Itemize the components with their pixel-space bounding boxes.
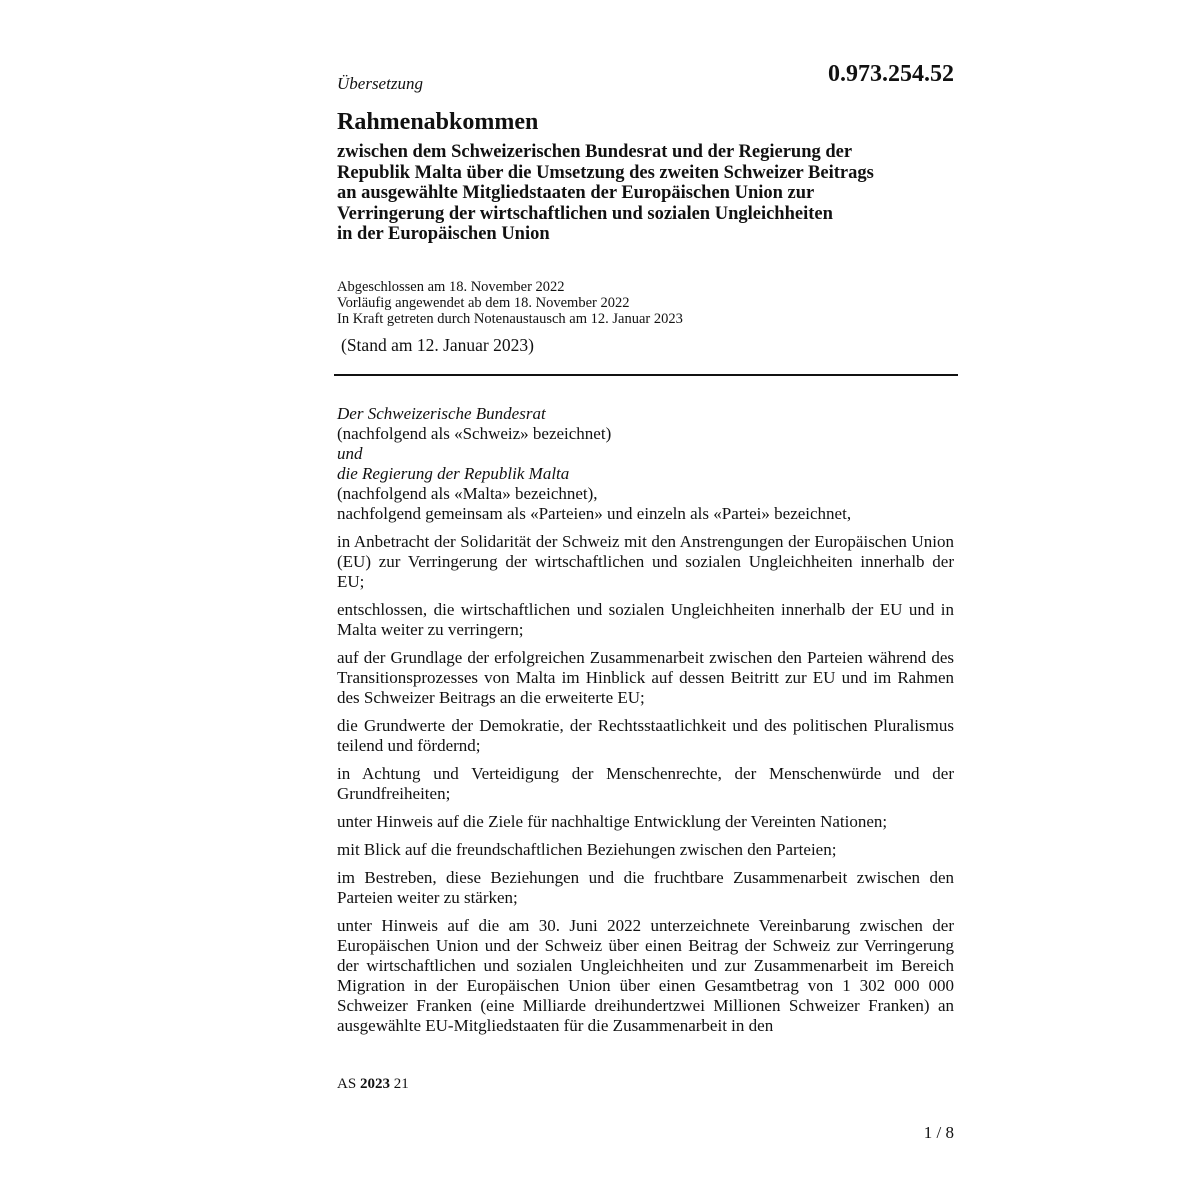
recital-paragraph: auf der Grundlage der erfolgreichen Zusammenarbeit zwischen den Parteien während des Transitionsprozesses von Malta im Hinblick auf dessen Beitritt zur EU und im Rahmen des Schweizer Beitrags an die erweiterte EU; (337, 648, 954, 707)
recital-paragraph: in Anbetracht der Solidarität der Schweiz mit den Anstrengungen der Europäischen Union (EU) zur Verringerung der wirtschaftlichen und sozialen Ungleichheiten innerhalb der EU; (337, 532, 954, 591)
subtitle-line: Republik Malta über die Umsetzung des zweiten Schweizer Beitrags (337, 162, 874, 183)
header-divider (334, 374, 958, 376)
joint-designation: nachfolgend gemeinsam als «Parteien» und einzeln als «Partei» bezeichnet, (337, 504, 852, 523)
recital-paragraph: mit Blick auf die freundschaftlichen Beziehungen zwischen den Parteien; (337, 840, 837, 859)
as-year: 2023 (359, 1076, 390, 1092)
as-page: 21 (393, 1076, 409, 1092)
recital-paragraph: unter Hinweis auf die Ziele für nachhaltige Entwicklung der Vereinten Nationen; (337, 812, 888, 831)
recital-paragraph: entschlossen, die wirtschaftlichen und sozialen Ungleichheiten innerhalb der EU und in Malta weiter zu verringern; (337, 600, 954, 639)
party-switzerland: Der Schweizerische Bundesrat (337, 404, 546, 423)
subtitle-line: Verringerung der wirtschaftlichen und sozialen Ungleichheiten (337, 203, 833, 224)
document-title: Rahmenabkommen (337, 109, 539, 135)
party-conjunction: und (337, 444, 363, 463)
document-subtitle (337, 142, 957, 245)
party-switzerland-designation: (nachfolgend als «Schweiz» bezeichnet) (337, 424, 612, 443)
recital-paragraph: im Bestreben, diese Beziehungen und die fruchtbare Zusammenarbeit zwischen den Parteien weiter zu stärken; (337, 868, 954, 907)
as-prefix: AS (337, 1076, 357, 1092)
recital-paragraph: unter Hinweis auf die am 30. Juni 2022 unterzeichnete Vereinbarung zwischen der Europäischen Union und der Schweiz über einen Beitrag der Schweiz zur Verringerung der wirtschaftlichen und sozialen Ungleichheiten und zur Zusammenarbeit im Bereich Migration in der Europäischen Union über einen Gesamtbetrag von 1 302 000 000 Schweizer Franken (eine Milliarde dreihundertzwei Millionen Schweizer Franken) an ausgewählte EU-Mitgliedstaaten für die Zusammenarbeit in den (337, 916, 954, 1035)
document-dates (337, 279, 683, 327)
party-malta-designation: (nachfolgend als «Malta» bezeichnet), (337, 484, 598, 503)
sr-number: 0.973.254.52 (828, 61, 954, 87)
status-date: (Stand am 12. Januar 2023) (341, 335, 534, 355)
document-body (337, 404, 954, 1036)
official-compilation-reference (337, 1075, 409, 1093)
translation-label: Übersetzung (337, 74, 423, 93)
provisional-application-date: Vorläufig angewendet ab dem 18. November 2022 (337, 295, 630, 311)
party-malta: die Regierung der Republik Malta (337, 464, 570, 483)
subtitle-line: an ausgewählte Mitgliedstaaten der Europäischen Union zur (337, 183, 815, 203)
concluded-date: Abgeschlossen am 18. November 2022 (337, 279, 565, 295)
entry-into-force-date: In Kraft getreten durch Notenaustausch am 12. Januar 2023 (337, 311, 683, 327)
page-number: 1 / 8 (923, 1123, 954, 1142)
recital-paragraph: die Grundwerte der Demokratie, der Rechtsstaatlichkeit und des politischen Pluralismus teilend und fördernd; (337, 716, 954, 755)
subtitle-line: in der Europäischen Union (337, 224, 550, 244)
subtitle-line: zwischen dem Schweizerischen Bundesrat und der Regierung der (337, 142, 853, 162)
recital-paragraph: in Achtung und Verteidigung der Menschenrechte, der Menschenwürde und der Grundfreiheiten; (337, 764, 954, 803)
parties-block (337, 404, 954, 524)
